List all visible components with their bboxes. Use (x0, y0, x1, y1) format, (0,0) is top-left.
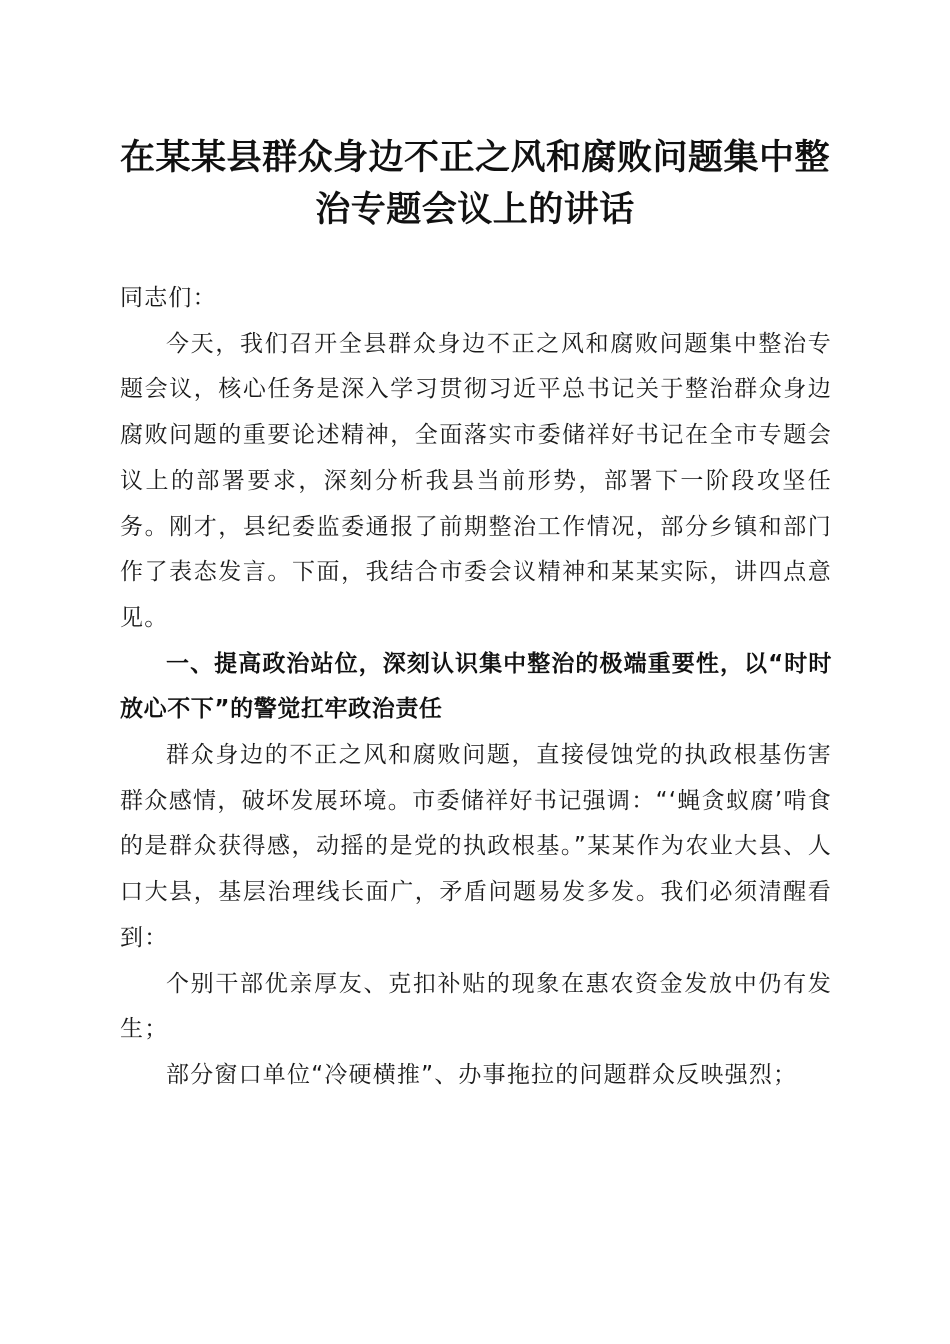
section-heading-1: 一、提高政治站位，深刻认识集中整治的极端重要性，以“时时放心不下”的警觉扛牢政治责任 (120, 650, 832, 723)
title-line-1: 在某某县群众身边不正之风和腐败问题集中整 (119, 137, 830, 178)
document-body (120, 276, 832, 1099)
salutation: 同志们： (120, 285, 217, 311)
title-line-2: 治专题会议上的讲话 (315, 189, 635, 230)
paragraph-point-1: 个别干部优亲厚友、克扣补贴的现象在惠农资金发放中仍有发生； (120, 970, 832, 1043)
paragraph-point-2: 部分窗口单位“冷硬横推”、办事拖拉的问题群众反映强烈； (166, 1061, 798, 1088)
paragraph-intro: 今天，我们召开全县群众身边不正之风和腐败问题集中整治专题会议，核心任务是深入学习贯彻习近平总书记关于整治群众身边腐败问题的重要论述精神，全面落实市委储祥好书记在全市专题会议上的部署要求，深刻分析我县当前形势，部署下一阶段攻坚任务。刚才，县纪委监委通报了前期整治工作情况，部分乡镇和部门作了表态发言。下面，我结合市委会议精神和某某实际，讲四点意见。 (120, 330, 832, 631)
paragraph-section-1: 群众身边的不正之风和腐败问题，直接侵蚀党的执政根基伤害群众感情，破坏发展环境。市委储祥好书记强调：“‘蝇贪蚁腐’啃食的是群众获得感，动摇的是党的执政根基。”某某作为农业大县、人口大县，基层治理线长面广，矛盾问题易发多发。我们必须清醒看到： (120, 742, 832, 951)
document-title (110, 132, 840, 236)
